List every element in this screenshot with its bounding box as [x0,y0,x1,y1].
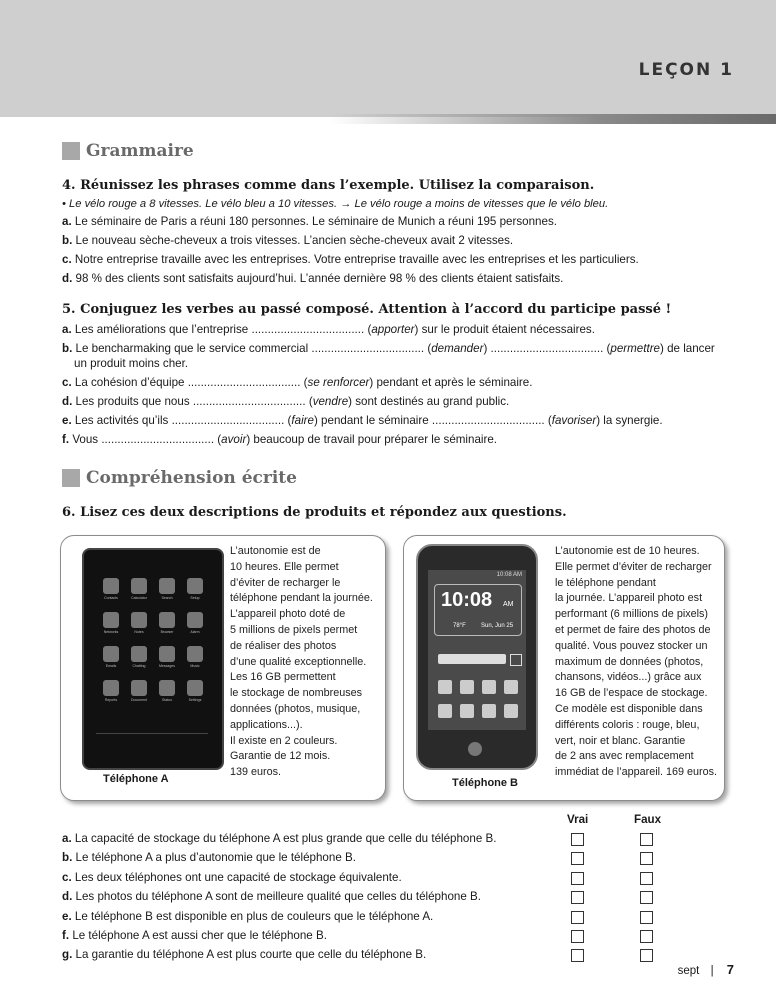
exercise-4-items [62,212,722,288]
app-icon [131,680,147,696]
item-text: ) de lancer [660,342,715,355]
question-letter: c. [62,870,72,884]
phone-b-screen [428,570,526,730]
question-row [62,945,562,964]
app-icon [187,578,203,594]
chat-icon [482,704,496,718]
description-line: de 2 ans avec remplacement [555,750,694,763]
phone-a-dock [96,733,208,748]
app-tile [156,646,178,668]
phone-b-description [555,544,723,781]
description-line: données (photos, musique, [230,702,361,715]
description-line: différents coloris : rouge, bleu, [555,718,700,731]
exercise-4-item [62,231,722,250]
description-line: de réaliser des photos [230,639,337,652]
phone-b-status-time: 10:08 AM [496,572,522,578]
app-tile [184,578,206,600]
phone-b-time: 10:08 [441,589,493,611]
true-checkbox[interactable] [571,930,584,943]
description-line: 5 millions de pixels permet [230,623,358,636]
phone-b-clock-widget [434,584,522,636]
true-checkbox[interactable] [571,872,584,885]
app-tile [184,646,206,668]
description-line: Ce modèle est disponible dans [555,702,703,715]
description-line: performant (6 millions de pixels) [555,608,709,621]
false-checkbox[interactable] [640,930,653,943]
app-tile [184,680,206,702]
phone-b-temp: 78°F [453,623,466,629]
phone-a-description [230,544,380,781]
item-text: Le bencharmaking que le service commercial [72,342,312,355]
question-row [62,829,562,848]
description-line: d’une qualité exceptionnelle. [230,655,367,668]
verb-hint: vendre [312,395,349,408]
item-text: ) [483,342,491,355]
question-row [62,868,562,887]
answer-blank: ................................... [192,395,306,408]
item-text: Les améliorations que l’entreprise [71,323,252,336]
app-tile [184,612,206,634]
description-line: L’appareil photo doté de [230,608,346,621]
header-band [0,0,776,117]
exercise-4-title: 4. Réunissez les phrases comme dans l’exemple. Utilisez la comparaison. [62,178,595,193]
app-tile [156,680,178,702]
page-footer [678,962,734,977]
app-label: Notes [134,630,144,634]
item-text: Notre entreprise travaille avec les entreprises. Votre entreprise travaille avec les entreprises et les particuliers. [71,253,639,266]
answer-blank: ................................... [101,433,215,446]
false-checkbox[interactable] [640,949,653,962]
item-text: ) sur le produit étaient nécessaires. [414,323,595,336]
phone-icon [438,704,452,718]
description-line: Les 16 GB permettent [230,671,336,684]
description-line: téléphone pendant la journée. [230,592,373,605]
question-text: La capacité de stockage du téléphone A est plus grande que celle du téléphone B. [71,832,497,845]
app-icon [103,578,119,594]
exercise-4-example: • Le vélo rouge a 8 vitesses. Le vélo bleu a 10 vitesses. → Le vélo rouge a moins de vitesses que le vélo bleu. [62,198,609,210]
description-line: 139 euros. [230,766,282,779]
question-row [62,907,562,926]
app-label: Contacts [104,596,118,600]
true-checkbox[interactable] [571,852,584,865]
phone-a-label: Téléphone A [103,773,169,785]
item-text: ) beaucoup de travail pour préparer le séminaire. [246,433,498,446]
phone-b-home-button [468,742,482,756]
item-letter: a. [62,215,72,228]
verb-hint: avoir [221,433,247,446]
app-label: Status [162,698,172,702]
app-label: Browser [160,630,174,634]
exercise-4 [62,176,722,288]
music-icon [460,680,474,694]
app-icon [131,646,147,662]
app-tile [156,612,178,634]
app-icon [103,680,119,696]
exercise-5 [62,300,722,449]
section-title-text: Compréhension écrite [86,468,297,488]
true-checkbox[interactable] [571,891,584,904]
app-icon [187,612,203,628]
item-letter: c. [62,376,72,389]
true-checkbox[interactable] [571,833,584,846]
phone-b-label: Téléphone B [452,777,519,789]
app-label: Alarm [190,630,200,634]
description-line: Il existe en 2 couleurs. [230,734,338,747]
app-icon [159,646,175,662]
item-text: ) pendant le séminaire [313,414,432,427]
item-letter: e. [62,414,72,427]
question-row [62,926,562,945]
description-line: Garantie de 12 mois. [230,750,331,763]
question-letter: a. [62,832,72,845]
phone-a-image [82,548,224,770]
verb-hint: se renforcer [307,376,370,389]
section-title-reading [62,468,297,488]
exercise-5-item: a. Les améliorations que l’entreprise ................................... (apporter) sur le produit étaient nécessaires. [62,323,595,336]
phone-b-date: Sun, Jun 25 [481,623,514,629]
item-letter: f. [62,433,70,446]
question-letter: d. [62,890,73,904]
verb-hint: permettre [610,342,661,355]
answer-blank: ................................... [431,414,545,427]
description-line: le téléphone pendant [555,576,656,589]
app-label: Messages [159,664,175,668]
app-icon [159,578,175,594]
app-label: Search [161,596,173,600]
true-checkbox[interactable] [571,911,584,924]
item-letter: d. [62,395,73,408]
true-checkbox[interactable] [571,949,584,962]
app-icon [187,646,203,662]
description-line: 10 heures. Elle permet [230,560,339,573]
exercise-5-item: c. La cohésion d’équipe ................................... (se renforcer) pendant et après le séminaire. [62,376,533,389]
description-line: le stockage de nombreuses [230,687,363,700]
app-icon [159,612,175,628]
phone-b-icons [438,680,518,718]
exercise-5-item: f. Vous ................................... (avoir) beaucoup de travail pour préparer le séminaire. [62,433,498,446]
exercise-5-items [62,320,722,449]
column-true: Vrai [567,813,589,826]
exercise-6-title: 6. Lisez ces deux descriptions de produits et répondez aux questions. [62,505,567,520]
description-line: vert, noir et blanc. Garantie [555,734,686,747]
page-word: sept [677,965,700,977]
false-checkbox[interactable] [640,852,653,865]
app-tile [128,680,150,702]
app-label: Chatting [132,664,146,668]
answer-blank: ................................... [171,414,285,427]
app-icon [131,612,147,628]
item-letter: c. [62,253,72,266]
app-icon [159,680,175,696]
globe-icon [482,680,496,694]
question-text: Le téléphone A est aussi cher que le téléphone B. [69,929,327,943]
question-text: La garantie du téléphone A est plus courte que celle du téléphone B. [72,948,427,962]
page-number: 7 [726,962,734,977]
verb-hint: favoriser [551,414,597,427]
settings-icon [504,680,518,694]
description-line: Elle permet d’éviter de recharger [555,560,712,573]
app-label: Document [131,698,147,702]
question-text: Les photos du téléphone A sont de meilleure qualité que celles du téléphone B. [72,890,481,904]
exercise-4-item [62,250,722,269]
question-row [62,848,562,867]
section-square-icon [62,142,80,160]
app-tile [128,612,150,634]
exercise-5-item-continuation: un produit moins cher. [74,357,189,370]
exercise-5-item: e. Les activités qu’ils ................................... (faire) pendant le séminaire ................................... (favoriser) la synergie. [62,414,663,427]
exercise-5-item: d. Les produits que nous ................................... (vendre) sont destinés au grand public. [62,395,510,408]
exercise-5-item: b. Le bencharmaking que le service commercial ................................... (demander) ................................... (permettre) de lancer [62,342,715,355]
description-line: immédiat de l’appareil. 169 euros. [555,766,718,779]
item-letter: b. [62,342,73,355]
false-checkbox[interactable] [640,911,653,924]
lesson-title: LEÇON 1 [638,60,734,80]
question-letter: e. [62,909,72,923]
exercise-4-item [62,212,722,231]
app-tile [100,646,122,668]
false-checkbox[interactable] [640,891,653,904]
question-letter: b. [62,851,73,865]
app-tile [156,578,178,600]
page-separator: | [710,965,714,977]
description-line: applications...). [230,718,303,731]
question-text: Le téléphone B est disponible en plus de couleurs que le téléphone A. [71,909,434,923]
description-line: la journée. L’appareil photo est [555,592,703,605]
answer-blank: ................................... [187,376,301,389]
app-label: Calculator [131,596,147,600]
app-tile [128,578,150,600]
description-line: L’autonomie est de 10 heures. [555,545,700,557]
description-line: maximum de données (photos, [555,655,704,668]
app-tile [100,680,122,702]
description-line: qualité. Vous pouvez stocker un [555,639,708,652]
item-letter: d. [62,272,73,285]
section-title-grammar [62,141,194,161]
app-label: Settings [188,698,202,702]
description-line: d’éviter de recharger le [230,576,341,589]
phone-b-ampm: AM [503,601,514,608]
column-false: Faux [634,813,662,826]
phone-b-image [416,544,538,770]
item-text: Les activités qu’ils [71,414,172,427]
question-text: Le téléphone A a plus d’autonomie que le téléphone B. [72,851,356,865]
answer-blank: ................................... [311,342,425,355]
item-letter: a. [62,323,72,336]
item-text: Les produits que nous [72,395,193,408]
app-label: Emails [105,664,117,668]
description-line: 16 GB de l’espace de stockage. [555,687,708,700]
phone-b-search-icon [510,654,522,666]
false-checkbox[interactable] [640,833,653,846]
item-text: ) sont destinés au grand public. [348,395,510,408]
section-title-text: Grammaire [86,141,194,161]
item-text: Vous [69,433,102,446]
exercise-5-title: 5. Conjuguez les verbes au passé composé. Attention à l’accord du participe passé ! [62,302,672,317]
answer-blank: ................................... [251,323,365,336]
phone-b-search-bar [438,654,506,664]
description-line: et permet de faire des photos de [555,623,711,636]
question-text: Les deux téléphones ont une capacité de stockage équivalente. [71,870,402,884]
camera-icon [438,680,452,694]
item-text: ) la synergie. [596,414,663,427]
app-tile [128,646,150,668]
exercise-6 [62,503,722,523]
app-icon [103,612,119,628]
verb-hint: demander [431,342,484,355]
item-text: ) pendant et après le séminaire. [369,376,533,389]
app-icon [131,578,147,594]
header-shadow [330,114,776,124]
section-square-icon [62,469,80,487]
exercise-4-item [62,269,722,288]
mail-icon [504,704,518,718]
question-letter: f. [62,929,70,943]
app-icon [187,680,203,696]
item-text: Le séminaire de Paris a réuni 180 personnes. Le séminaire de Munich a réuni 195 personnes. [71,215,557,228]
app-tile [100,578,122,600]
item-text: 98 % des clients sont satisfaits aujourd’hui. L’année dernière 98 % des clients étaient satisfaits. [72,272,564,285]
verb-hint: apporter [371,323,415,336]
item-text: Le nouveau sèche-cheveux a trois vitesses. L’ancien sèche-cheveux avait 2 vitesses. [72,234,514,247]
true-false-questions [62,829,562,965]
question-letter: g. [62,948,73,962]
item-letter: b. [62,234,73,247]
verb-hint: faire [291,414,314,427]
app-label: Reports [104,698,118,702]
contacts-icon [460,704,474,718]
false-checkbox[interactable] [640,872,653,885]
phone-a-app-grid [100,578,206,702]
description-line: chansons, vidéos...) grâce aux [555,671,702,684]
app-label: Setup [190,596,200,600]
app-tile [100,612,122,634]
app-icon [103,646,119,662]
question-row [62,887,562,906]
answer-blank: ................................... [490,342,604,355]
item-text: La cohésion d’équipe [71,376,188,389]
description-line: L’autonomie est de [230,545,321,557]
app-label: Music [190,664,200,668]
app-label: Networks [103,630,119,634]
